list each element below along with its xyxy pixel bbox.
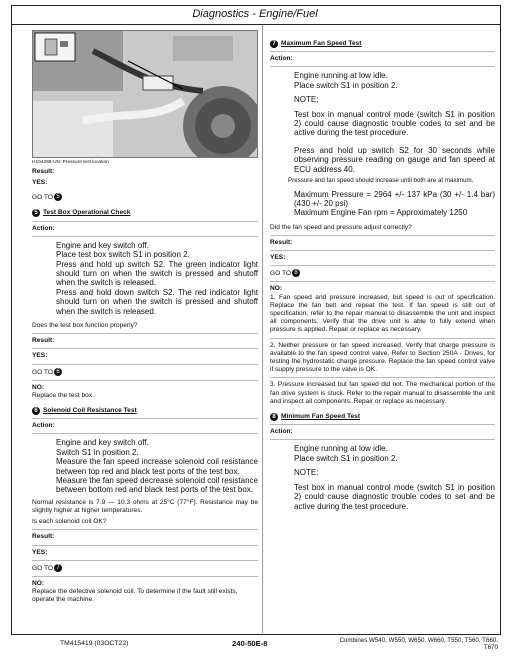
action-label: Action: — [270, 428, 293, 436]
no-label: NO: — [270, 285, 283, 293]
left-column — [32, 30, 258, 604]
no-label: NO: — [32, 579, 45, 587]
section-test-box-operational-check — [32, 209, 258, 217]
right-column — [270, 30, 495, 511]
action-step: Measure the fan speed decrease solenoid coil resistance between bottom red and black test ports of the test box. — [56, 476, 258, 495]
step-7-badge: 7 — [54, 564, 62, 572]
spec-pressure: Maximum Pressure = 2964 +/- 137 kPa (30 +/- 1.4 bar) (430 +/- 20 psi) — [294, 189, 495, 209]
section-title: Maximum Fan Speed Test — [281, 40, 362, 47]
action-step: Place test box switch S1 in position 2. — [56, 250, 190, 260]
question: Does the test box function properly? — [32, 322, 138, 330]
note-label: NOTE: — [294, 95, 319, 105]
no-item: 2. Neither pressure or fan speed increased. Verify that charge pressure is available to the fan speed control valve. Refer to Section 250A - Drives, for testing the hydrostatic charge pressure. Replace the fan speed control valve if supply pressure to the valve is OK. — [270, 341, 495, 374]
footer-page-number: 240-50E-8 — [232, 639, 268, 648]
goto-link[interactable] — [32, 564, 258, 573]
action-steps — [270, 71, 495, 174]
result-label: Result: — [32, 533, 55, 541]
no-item: 3. Pressure increased but fan speed did not. The mechanical portion of the fan drive system is stuck. Refer to the repair manual to disassemble the unit and inspect all components. Repair or replace as necessary. — [270, 381, 495, 405]
goto-link[interactable] — [32, 368, 258, 377]
step-8-number-icon: 8 — [270, 413, 278, 421]
goto-label: GO TO — [270, 270, 292, 278]
goto-label: GO TO — [32, 194, 54, 202]
action-label: Action: — [32, 422, 55, 430]
engine-photo — [32, 30, 258, 158]
section-title: Solenoid Coil Resistance Test — [43, 406, 137, 414]
action-step: Place switch S1 in position 2. — [294, 80, 398, 90]
note-label: NOTE: — [294, 468, 319, 478]
action-label: Action: — [270, 55, 293, 63]
section-minimum-fan-speed-test — [270, 413, 495, 421]
action-step: Engine running at low idle. — [294, 71, 388, 81]
step-6-number-icon: 6 — [32, 407, 40, 415]
no-label: NO: — [32, 383, 45, 391]
action-step: Engine and key switch off. — [56, 438, 149, 448]
action-step: Place switch S1 in position 2. — [294, 453, 398, 463]
yes-label: YES: — [270, 254, 286, 262]
goto-label: GO TO — [32, 564, 54, 572]
no-text: Replace the test box. — [32, 391, 94, 399]
no-text: Replace the defective solenoid coil. To determine if the fault still exists, operate the machine. — [32, 588, 238, 604]
footer-models — [300, 637, 498, 652]
action-steps — [32, 438, 258, 494]
note-text: Test box in manual control mode (switch S1 in position 2) could cause diagnostic trouble codes to set and be active during the test procedure. — [294, 482, 495, 511]
section-solenoid-coil-resistance-test — [32, 407, 258, 415]
footer-doc-id: TM415419 (03OCT22) — [60, 640, 129, 647]
step-5-number-icon: 5 — [32, 209, 40, 217]
figure-caption: H104298-UN: Pressure test location — [32, 160, 109, 165]
result-label: Result: — [32, 337, 55, 345]
note-text: Test box in manual control mode (switch S1 in position 2) could cause diagnostic trouble codes to set and be active during the test procedure. — [294, 109, 495, 138]
no-item: 1. Fan speed and pressure increased, but speed is out of specification. Replace the fan belt and repeat the test. If fan speed is still out of specification, refer to the repair manual to disassemble the unit and inspect all components. Verify that the drive unit is able to fully extend when pressure is applied. Repair or replace as necessary. — [270, 293, 495, 334]
goto-link[interactable] — [270, 269, 495, 278]
action-step: Measure the fan speed increase solenoid coil resistance between top red and black test ports of the test box. — [56, 457, 258, 476]
step-7-number-icon: 7 — [270, 40, 278, 48]
question: Did the fan speed and pressure adjust correctly? — [270, 223, 412, 231]
footer-models-line2: T670 — [483, 644, 498, 652]
result-label: Result: — [270, 239, 293, 247]
resistance-note: Normal resistance is 7.9 — 10.3 ohms at 25°C (77°F). Resistance may be slightly higher at higher temperatures. — [32, 498, 258, 515]
action-step: Press and hold up switch S2. The green indicator light should turn on when the switch is pressed and shutoff when the switch is released. — [56, 259, 258, 288]
action-steps — [270, 444, 495, 510]
question: Is each solenoid coil OK? — [32, 518, 107, 526]
action-step: Engine running at low idle. — [294, 444, 388, 454]
step-5-badge: 5 — [54, 193, 62, 201]
instruction: Press and hold up switch S2 for 30 seconds while observing pressure reading on gauge and fan speed at ECU address 40. — [294, 145, 495, 174]
goto-label: GO TO — [32, 368, 54, 376]
action-step: Press and hold down switch S2. The red indicator light should turn on when the switch is pressed and shutoff when the switch is released. — [56, 287, 258, 316]
action-label: Action: — [32, 224, 55, 232]
specifications — [270, 190, 495, 218]
column-divider — [262, 25, 263, 633]
yes-label: YES: — [32, 179, 48, 187]
result-label: Result: — [32, 168, 55, 175]
section-maximum-fan-speed-test — [270, 40, 495, 48]
engine-photo-illustration — [33, 31, 258, 158]
action-step: Switch S1 in position 2. — [56, 447, 139, 457]
pressure-note: Pressure and fan speed should increase until both are at maximum. — [288, 177, 474, 185]
action-step: Engine and key switch off. — [56, 240, 149, 250]
page-title: Diagnostics - Engine/Fuel — [192, 8, 318, 20]
yes-label: YES: — [32, 352, 48, 360]
title-divider — [11, 24, 501, 25]
section-title: Minimum Fan Speed Test — [281, 413, 361, 421]
action-steps — [32, 241, 258, 316]
goto-link[interactable] — [32, 193, 258, 202]
spec-fan-rpm: Maximum Engine Fan rpm = Approximately 1250 — [294, 208, 468, 218]
step-6-badge: 6 — [54, 368, 62, 376]
step-8-badge: 8 — [292, 269, 300, 277]
yes-label: YES: — [32, 548, 48, 556]
section-title: Test Box Operational Check — [43, 209, 131, 217]
footer-models-line1: Combines W540, W550, W650, W660, T550, T560, T660, — [339, 637, 498, 644]
